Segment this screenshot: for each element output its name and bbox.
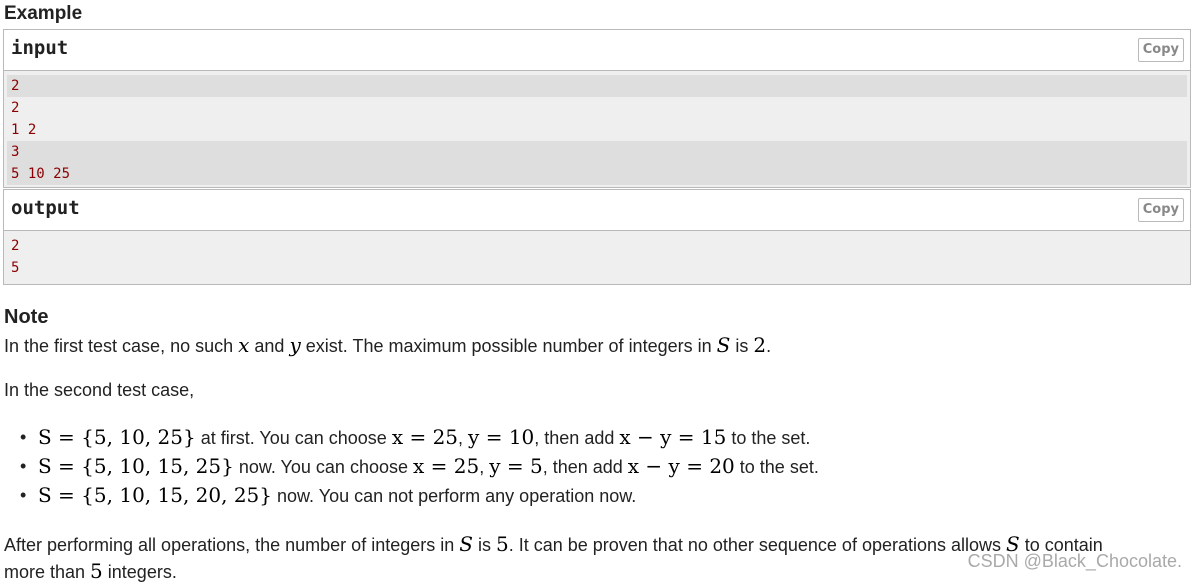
output-line: 2 bbox=[11, 238, 20, 254]
output-lines bbox=[4, 231, 1190, 284]
note-text: and bbox=[249, 336, 290, 356]
item-text: , bbox=[479, 457, 490, 477]
example-title: Example bbox=[4, 3, 83, 24]
math-number: 5 bbox=[495, 532, 509, 556]
math-set: S = {5, 10, 15, 20, 25} bbox=[38, 483, 273, 507]
item-text: , then add bbox=[534, 428, 620, 448]
math-s: S bbox=[459, 532, 473, 556]
note-paragraph-1 bbox=[4, 333, 771, 357]
note-paragraph-2: In the second test case, bbox=[4, 380, 195, 400]
input-header bbox=[4, 30, 1190, 71]
note-text: In the first test case, no such bbox=[4, 336, 239, 356]
item-text: now. You can not perform any operation now. bbox=[272, 486, 637, 506]
input-lines bbox=[4, 71, 1190, 187]
math-set: S = {5, 10, 15, 25} bbox=[38, 454, 234, 478]
bullet-dot: • bbox=[20, 456, 27, 476]
note-title: Note bbox=[4, 306, 49, 328]
item-text: , then add bbox=[542, 457, 628, 477]
math-set: S = {5, 10, 25} bbox=[38, 425, 196, 449]
item-text: at first. You can choose bbox=[195, 428, 392, 448]
note-text: more than bbox=[4, 562, 91, 582]
output-copy-button[interactable]: Copy bbox=[1138, 198, 1184, 222]
math-expr: y = 5 bbox=[489, 454, 543, 478]
output-box bbox=[3, 189, 1191, 285]
list-item bbox=[38, 454, 819, 478]
input-box bbox=[3, 29, 1191, 188]
watermark: CSDN @Black_Chocolate. bbox=[967, 551, 1182, 571]
input-line: 1 2 bbox=[11, 122, 37, 138]
note-text: to contain bbox=[1019, 535, 1103, 555]
note-paragraph-3-cont bbox=[4, 559, 177, 583]
item-text: to the set. bbox=[726, 428, 811, 448]
note-text: After performing all operations, the number of integers in bbox=[4, 535, 460, 555]
input-line: 2 bbox=[7, 75, 1187, 97]
math-number: 2 bbox=[753, 333, 767, 357]
note-paragraph-3 bbox=[4, 532, 1103, 556]
math-number: 5 bbox=[90, 559, 103, 583]
math-expr: x − y = 20 bbox=[627, 454, 735, 478]
math-expr: x = 25 bbox=[413, 454, 480, 478]
input-copy-button[interactable]: Copy bbox=[1138, 38, 1184, 62]
input-label: input bbox=[11, 37, 69, 59]
item-text: , bbox=[458, 428, 469, 448]
note-text: integers. bbox=[102, 562, 177, 582]
note-text: exist. The maximum possible number of integers in bbox=[300, 336, 717, 356]
math-expr: x = 25 bbox=[391, 425, 459, 449]
math-expr: y = 10 bbox=[468, 425, 535, 449]
input-line: 2 bbox=[11, 100, 20, 116]
math-expr: x − y = 15 bbox=[619, 425, 727, 449]
input-line: 5 10 25 bbox=[7, 163, 1187, 185]
math-s: S bbox=[1006, 532, 1020, 556]
item-text: now. You can choose bbox=[233, 457, 413, 477]
note-text: is bbox=[730, 336, 754, 356]
input-line: 3 bbox=[7, 141, 1187, 163]
math-s: S bbox=[716, 333, 731, 357]
output-label: output bbox=[11, 197, 80, 219]
math-y: y bbox=[289, 333, 301, 357]
bullet-dot: • bbox=[20, 427, 27, 447]
math-x: x bbox=[238, 333, 250, 357]
note-text: . It can be proven that no other sequence of operations allows bbox=[508, 535, 1007, 555]
output-header bbox=[4, 190, 1190, 231]
note-text: . bbox=[766, 336, 772, 356]
list-item bbox=[38, 425, 810, 449]
bullet-dot: • bbox=[20, 485, 27, 505]
output-line: 5 bbox=[11, 260, 20, 276]
note-text: is bbox=[472, 535, 496, 555]
item-text: to the set. bbox=[734, 457, 819, 477]
list-item bbox=[38, 483, 636, 507]
